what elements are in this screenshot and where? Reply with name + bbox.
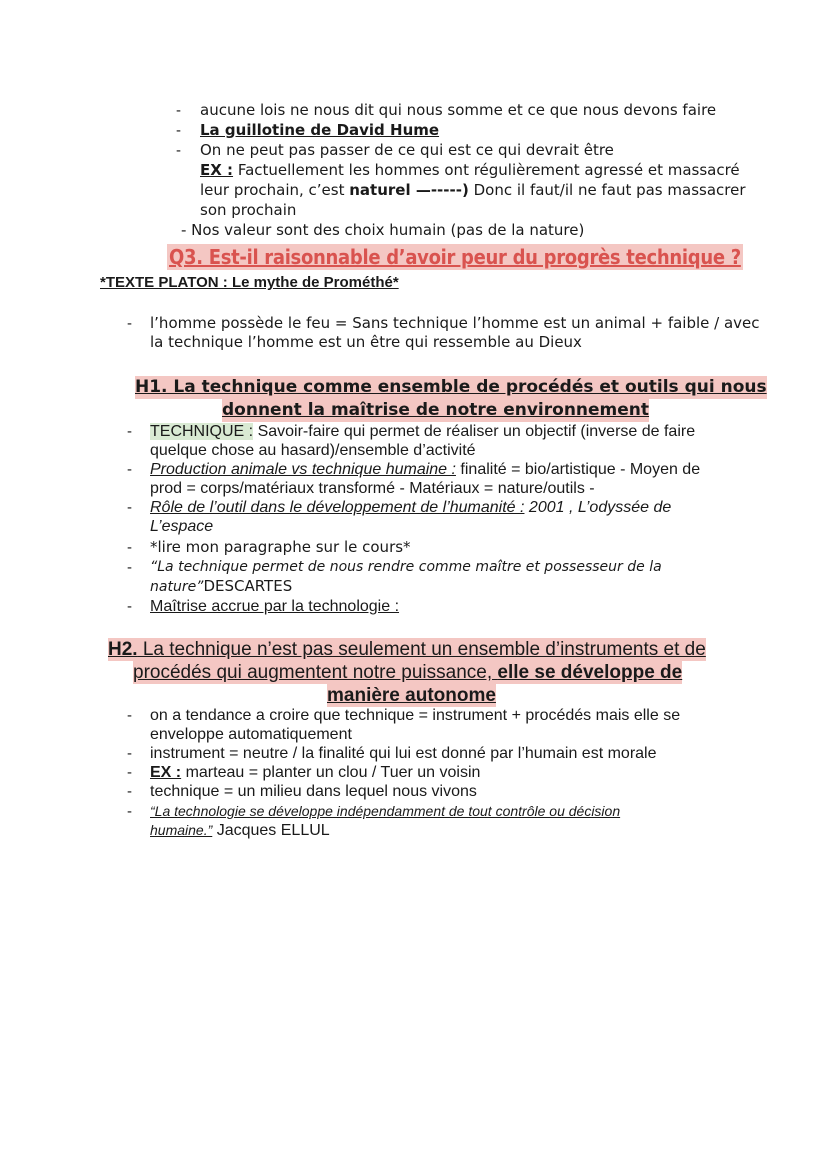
bullet-dash: - (127, 764, 132, 781)
descartes-quote-end: nature” (150, 579, 204, 595)
bullet-dash: - (127, 539, 132, 556)
bullet-dash: - (176, 122, 181, 139)
list-item: La guillotine de David Hume (200, 121, 440, 139)
h2-title-bold: elle se développe de (497, 662, 683, 683)
ellul-quote: “La technologie se développe indépendamment de tout contrôle ou décision (150, 803, 621, 819)
role-label: Rôle de l’outil dans le développement de l’humanité : (150, 499, 525, 516)
bullet-dash: - (127, 745, 132, 762)
list-item: On ne peut pas passer de ce qui est ce qui devrait être (200, 141, 614, 159)
example-line (200, 181, 746, 200)
prod-label: Production animale vs technique humaine : (150, 461, 456, 478)
list-item: Maîtrise accrue par la technologie : (150, 598, 400, 615)
h2-heading-line3: manière autonome (327, 685, 496, 706)
list-item: aucune lois ne nous dit qui nous somme et ce que nous devons faire (200, 101, 717, 119)
bullet-dash: - (127, 559, 132, 576)
ex-text: marteau = planter un clou / Tuer un voisin (181, 764, 481, 781)
ex-text: leur prochain, c’est (200, 181, 350, 199)
ellul-author: Jacques ELLUL (212, 822, 330, 839)
list-item-continuation: L’espace (150, 518, 214, 535)
list-item-continuation: quelque chose au hasard)/ensemble d’activité (150, 442, 476, 459)
ex-text: Factuellement les hommes ont régulièrement agressé et massacré (233, 161, 740, 179)
example-line (200, 161, 740, 180)
q3-heading: Q3. Est-il raisonnable d’avoir peur du progrès technique ? (169, 245, 741, 269)
list-item-continuation (150, 821, 330, 840)
list-item-continuation: prod = corps/matériaux transformé - Matériaux = nature/outils - (150, 480, 595, 497)
ex-naturel: naturel —-----) (349, 181, 469, 199)
bullet-dash: - (127, 598, 132, 615)
h2-heading-line2 (133, 661, 682, 684)
list-item (150, 763, 480, 782)
bullet-dash: - (176, 102, 181, 119)
list-item-continuation (150, 577, 292, 597)
role-text: 2001 , L’odyssée de (524, 499, 672, 516)
technique-text: Savoir-faire qui permet de réaliser un objectif (inverse de faire (253, 423, 696, 440)
ex-label: EX : (150, 764, 182, 781)
descartes-quote: “La technique permet de nous rendre comme maître et possesseur de la (150, 559, 662, 575)
list-item (150, 422, 695, 441)
ex-text: Donc il faut/il ne faut pas massacrer (468, 181, 746, 199)
descartes-name: DESCARTES (203, 577, 293, 595)
h1-heading-line2: donnent la maîtrise de notre environnement (222, 400, 650, 420)
bullet-dash: - (127, 783, 132, 800)
list-item-continuation: enveloppe automatiquement (150, 726, 352, 743)
technique-label: TECHNIQUE : (150, 423, 254, 440)
h2-title-text: La technique n’est pas seulement un ensemble d’instruments et de (137, 639, 706, 660)
bullet-dash: - (127, 707, 132, 724)
list-item-continuation: la technique l’homme est un être qui ressemble au Dieux (150, 333, 582, 351)
list-item: technique = un milieu dans lequel nous vivons (150, 783, 477, 800)
list-item: *lire mon paragraphe sur le cours* (150, 538, 411, 556)
bullet-dash: - (127, 315, 132, 332)
list-item: on a tendance a croire que technique = instrument + procédés mais elle se (150, 707, 681, 724)
list-item: l’homme possède le feu = Sans technique l’homme est un animal + faible / avec (150, 314, 760, 332)
bullet-dash: - (127, 499, 132, 516)
bullet-dash: - (127, 461, 132, 478)
example-line: son prochain (200, 201, 297, 219)
list-item: - Nos valeur sont des choix humain (pas de la nature) (181, 221, 585, 239)
ex-label: EX : (200, 161, 234, 179)
bullet-dash: - (176, 142, 181, 159)
prod-text: finalité = bio/artistique - Moyen de (455, 461, 701, 478)
h1-heading-line1: H1. La technique comme ensemble de procédés et outils qui nous (135, 377, 767, 397)
list-item (150, 498, 671, 517)
h2-prefix: H2. (108, 639, 138, 660)
ellul-quote-end: humaine.” (150, 822, 213, 838)
h2-heading-line1 (108, 638, 706, 661)
bullet-dash: - (127, 423, 132, 440)
h2-title-text: procédés qui augmentent notre puissance, (133, 662, 498, 683)
list-item (150, 460, 700, 479)
texte-platon-heading: *TEXTE PLATON : Le mythe de Prométhé* (100, 274, 399, 291)
list-item: instrument = neutre / la finalité qui lui est donné par l’humain est morale (150, 745, 657, 762)
bullet-dash: - (127, 803, 132, 820)
